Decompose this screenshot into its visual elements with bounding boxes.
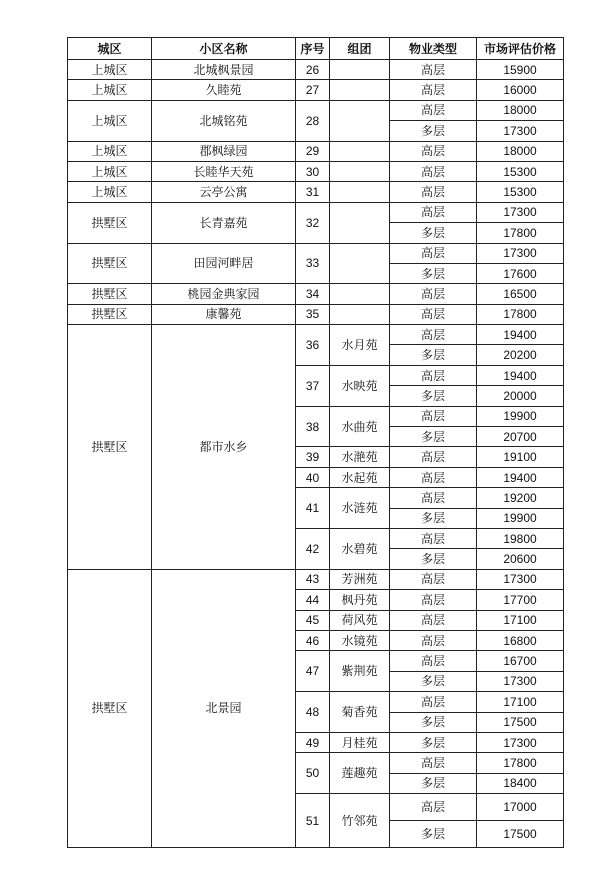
property-type-cell: 高层: [390, 488, 477, 508]
group-cell: 芳洲苑: [330, 569, 390, 589]
table-row: [68, 202, 564, 222]
property-type-cell: 高层: [390, 365, 477, 385]
serial-no-cell: 51: [296, 794, 330, 848]
serial-no-cell: 44: [296, 590, 330, 610]
serial-no-cell: 41: [296, 488, 330, 529]
property-type-cell: 多层: [390, 712, 477, 732]
group-cell: 水镜苑: [330, 630, 390, 650]
market-price-cell: 19100: [477, 447, 564, 467]
serial-no-cell: 33: [296, 243, 330, 284]
table-row: [68, 325, 564, 345]
header-row: [68, 38, 564, 60]
property-type-cell: 多层: [390, 821, 477, 848]
table-row: [68, 141, 564, 161]
serial-no-cell: 40: [296, 467, 330, 487]
market-price-cell: 15300: [477, 182, 564, 202]
group-cell: [330, 141, 390, 161]
district-cell: 拱墅区: [68, 243, 152, 284]
group-cell: 水碧苑: [330, 528, 390, 569]
property-type-cell: 多层: [390, 345, 477, 365]
property-type-cell: 多层: [390, 427, 477, 447]
property-type-cell: 多层: [390, 263, 477, 283]
table-row: [68, 161, 564, 181]
district-cell: 上城区: [68, 161, 152, 181]
table-body: [68, 60, 564, 848]
property-type-cell: 高层: [390, 141, 477, 161]
market-price-cell: 16500: [477, 284, 564, 304]
price-table: [67, 37, 564, 848]
district-cell: 拱墅区: [68, 202, 152, 243]
property-type-cell: 高层: [390, 794, 477, 821]
community-name-cell: 北城枫景园: [152, 60, 296, 80]
serial-no-cell: 34: [296, 284, 330, 304]
market-price-cell: 17300: [477, 671, 564, 691]
property-type-cell: 高层: [390, 80, 477, 100]
property-type-cell: 高层: [390, 161, 477, 181]
property-type-cell: 多层: [390, 386, 477, 406]
serial-no-cell: 32: [296, 202, 330, 243]
district-cell: 上城区: [68, 141, 152, 161]
market-price-cell: 16800: [477, 630, 564, 650]
header-community-name: 小区名称: [152, 38, 296, 60]
district-cell: 拱墅区: [68, 325, 152, 570]
header-district: 城区: [68, 38, 152, 60]
market-price-cell: 20600: [477, 549, 564, 569]
community-name-cell: 久睦苑: [152, 80, 296, 100]
serial-no-cell: 35: [296, 304, 330, 324]
serial-no-cell: 48: [296, 692, 330, 733]
table-row: [68, 60, 564, 80]
district-cell: 上城区: [68, 100, 152, 141]
property-type-cell: 多层: [390, 121, 477, 141]
property-type-cell: 多层: [390, 549, 477, 569]
district-cell: 拱墅区: [68, 569, 152, 847]
property-type-cell: 高层: [390, 202, 477, 222]
group-cell: 紫荆苑: [330, 651, 390, 692]
group-cell: [330, 60, 390, 80]
property-type-cell: 多层: [390, 671, 477, 691]
group-cell: 水曲苑: [330, 406, 390, 447]
property-type-cell: 多层: [390, 508, 477, 528]
serial-no-cell: 47: [296, 651, 330, 692]
community-name-cell: 都市水乡: [152, 325, 296, 570]
table-header: [68, 38, 564, 60]
property-type-cell: 高层: [390, 243, 477, 263]
market-price-cell: 19400: [477, 365, 564, 385]
table-row: [68, 569, 564, 589]
serial-no-cell: 50: [296, 753, 330, 794]
market-price-cell: 17300: [477, 732, 564, 752]
header-property-type: 物业类型: [390, 38, 477, 60]
group-cell: [330, 161, 390, 181]
market-price-cell: 19900: [477, 406, 564, 426]
serial-no-cell: 27: [296, 80, 330, 100]
community-name-cell: 康馨苑: [152, 304, 296, 324]
table-row: [68, 80, 564, 100]
market-price-cell: 20200: [477, 345, 564, 365]
serial-no-cell: 42: [296, 528, 330, 569]
market-price-cell: 17700: [477, 590, 564, 610]
group-cell: [330, 304, 390, 324]
group-cell: [330, 100, 390, 141]
group-cell: 枫丹苑: [330, 590, 390, 610]
district-cell: 上城区: [68, 80, 152, 100]
market-price-cell: 19200: [477, 488, 564, 508]
district-cell: 上城区: [68, 60, 152, 80]
property-type-cell: 高层: [390, 569, 477, 589]
market-price-cell: 17100: [477, 610, 564, 630]
market-price-cell: 17300: [477, 569, 564, 589]
community-name-cell: 云亭公寓: [152, 182, 296, 202]
market-price-cell: 17500: [477, 712, 564, 732]
community-name-cell: 长睦华天苑: [152, 161, 296, 181]
property-type-cell: 高层: [390, 528, 477, 548]
serial-no-cell: 29: [296, 141, 330, 161]
group-cell: [330, 284, 390, 304]
property-type-cell: 高层: [390, 60, 477, 80]
table-row: [68, 243, 564, 263]
community-name-cell: 桃园金典家园: [152, 284, 296, 304]
market-price-cell: 16700: [477, 651, 564, 671]
market-price-cell: 18400: [477, 773, 564, 793]
property-type-cell: 高层: [390, 447, 477, 467]
market-price-cell: 19400: [477, 325, 564, 345]
property-type-cell: 高层: [390, 284, 477, 304]
table-row: [68, 182, 564, 202]
group-cell: 水涟苑: [330, 488, 390, 529]
property-type-cell: 高层: [390, 753, 477, 773]
group-cell: 月桂苑: [330, 732, 390, 752]
serial-no-cell: 49: [296, 732, 330, 752]
market-price-cell: 17300: [477, 243, 564, 263]
community-name-cell: 田园河畔居: [152, 243, 296, 284]
property-type-cell: 高层: [390, 467, 477, 487]
group-cell: 莲趣苑: [330, 753, 390, 794]
community-name-cell: 北景园: [152, 569, 296, 847]
group-cell: [330, 243, 390, 284]
market-price-cell: 17300: [477, 121, 564, 141]
property-type-cell: 高层: [390, 406, 477, 426]
market-price-cell: 18000: [477, 100, 564, 120]
market-price-cell: 17500: [477, 821, 564, 848]
market-price-cell: 20700: [477, 427, 564, 447]
market-price-cell: 19400: [477, 467, 564, 487]
group-cell: 荷风苑: [330, 610, 390, 630]
property-type-cell: 高层: [390, 630, 477, 650]
header-group: 组团: [330, 38, 390, 60]
community-name-cell: 长青嘉苑: [152, 202, 296, 243]
market-price-cell: 17800: [477, 753, 564, 773]
serial-no-cell: 46: [296, 630, 330, 650]
header-serial-no: 序号: [296, 38, 330, 60]
group-cell: [330, 182, 390, 202]
serial-no-cell: 28: [296, 100, 330, 141]
table-row: [68, 100, 564, 120]
serial-no-cell: 31: [296, 182, 330, 202]
serial-no-cell: 36: [296, 325, 330, 366]
table-row: [68, 284, 564, 304]
property-type-cell: 高层: [390, 182, 477, 202]
property-type-cell: 高层: [390, 304, 477, 324]
community-name-cell: 北城铭苑: [152, 100, 296, 141]
market-price-cell: 19900: [477, 508, 564, 528]
property-type-cell: 高层: [390, 590, 477, 610]
market-price-cell: 16000: [477, 80, 564, 100]
property-type-cell: 高层: [390, 651, 477, 671]
market-price-cell: 17600: [477, 263, 564, 283]
header-market-price: 市场评估价格: [477, 38, 564, 60]
market-price-cell: 20000: [477, 386, 564, 406]
group-cell: 水滟苑: [330, 447, 390, 467]
group-cell: 水月苑: [330, 325, 390, 366]
group-cell: [330, 80, 390, 100]
district-cell: 拱墅区: [68, 304, 152, 324]
district-cell: 拱墅区: [68, 284, 152, 304]
market-price-cell: 19800: [477, 528, 564, 548]
serial-no-cell: 39: [296, 447, 330, 467]
serial-no-cell: 30: [296, 161, 330, 181]
market-price-cell: 17100: [477, 692, 564, 712]
market-price-cell: 17300: [477, 202, 564, 222]
property-type-cell: 高层: [390, 692, 477, 712]
group-cell: 水起苑: [330, 467, 390, 487]
group-cell: 竹邻苑: [330, 794, 390, 848]
property-type-cell: 多层: [390, 773, 477, 793]
market-price-cell: 17800: [477, 304, 564, 324]
community-name-cell: 郡枫绿园: [152, 141, 296, 161]
property-type-cell: 高层: [390, 325, 477, 345]
serial-no-cell: 45: [296, 610, 330, 630]
serial-no-cell: 38: [296, 406, 330, 447]
market-price-cell: 18000: [477, 141, 564, 161]
serial-no-cell: 43: [296, 569, 330, 589]
property-type-cell: 高层: [390, 100, 477, 120]
group-cell: 水映苑: [330, 365, 390, 406]
market-price-cell: 15300: [477, 161, 564, 181]
district-cell: 上城区: [68, 182, 152, 202]
table-row: [68, 304, 564, 324]
market-price-cell: 15900: [477, 60, 564, 80]
property-type-cell: 高层: [390, 610, 477, 630]
market-price-cell: 17800: [477, 223, 564, 243]
group-cell: [330, 202, 390, 243]
serial-no-cell: 37: [296, 365, 330, 406]
property-type-cell: 多层: [390, 223, 477, 243]
property-type-cell: 多层: [390, 732, 477, 752]
group-cell: 菊香苑: [330, 692, 390, 733]
serial-no-cell: 26: [296, 60, 330, 80]
market-price-cell: 17000: [477, 794, 564, 821]
